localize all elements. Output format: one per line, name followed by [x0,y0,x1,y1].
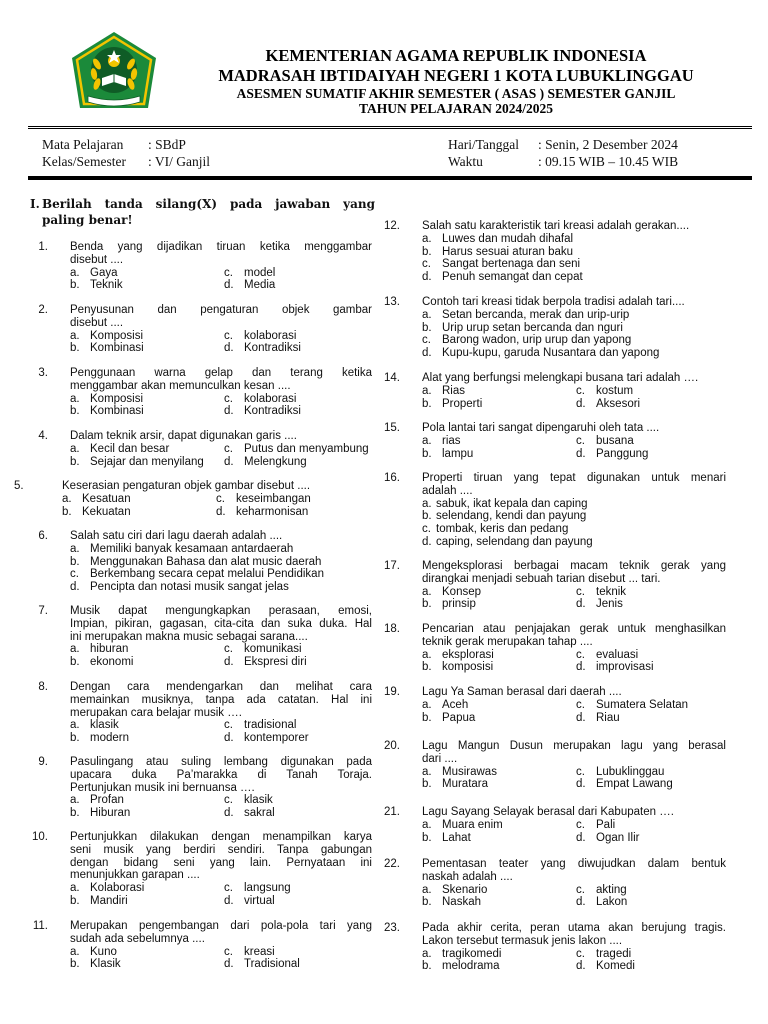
option-text: Berkembang secara cepat melalui Pendidikan [90,568,324,581]
option-text: Kekuatan [82,505,131,518]
subject-label: Mata Pelajaran [42,137,124,152]
option-text: tradisional [244,719,297,732]
option-text: Muratara [442,778,489,791]
option-letter: b. [422,778,432,791]
option-text: ekonomi [90,656,134,669]
option-text: Konsep [442,585,482,598]
option-letter: b. [422,711,432,724]
option-letter: c. [224,266,233,279]
option-letter: b. [422,960,432,973]
option-letter: a. [422,232,432,245]
option-text: kreasi [244,945,275,958]
option-text: komposisi [442,661,494,674]
question-number: 16. [384,472,400,484]
option-letter: b. [70,342,80,355]
option-text: kostum [596,384,634,397]
option-letter: d. [576,661,586,674]
option-letter: a. [422,497,432,510]
question-text-line: Lagu Sayang Selayak berasal dari Kabupaten …. [422,806,674,818]
option-letter: c. [216,492,225,505]
question-text-line: Pada akhir cerita, peran utama akan berujung tragis. [422,922,726,934]
option-text: model [244,266,276,279]
option-text: keharmonisan [236,505,309,518]
option-letter: a. [70,392,80,405]
option-text: Klasik [90,958,121,971]
option-text: Kesatuan [82,492,131,505]
question-text-line: Penggunaan warna gelap dan terang ketika [70,367,372,379]
option-text: tombak, keris dan pedang [436,523,569,536]
question-text-line: Pertunjukan musik ini bernuansa …. [70,781,255,794]
option-letter: d. [576,960,586,973]
option-letter: a. [70,442,80,455]
option-letter: a. [70,719,80,732]
option-text: Profan [90,794,124,807]
question-text-line: merupakan cara belajar musik …. [70,706,242,719]
option-letter: b. [70,958,80,971]
question-text-line: Salah satu karakteristik tari kreasi adalah gerakan.... [422,220,690,232]
option-letter: a. [422,308,432,321]
option-text: virtual [244,895,275,907]
option-text: kontemporer [244,732,309,745]
option-letter: d. [216,505,226,518]
question-text-line: ini merupakan makna music sebagai sarana.... [70,630,308,643]
question-number: 13. [384,296,400,308]
option-letter: d. [576,598,586,611]
option-letter: b. [422,447,432,460]
question-number: 5. [14,480,24,492]
meta-divider [28,176,752,180]
question-text-line: Pertunjukkan dilakukan dengan menampilkan karya [70,831,372,843]
question-number: 9. [38,756,48,768]
option-text: rias [442,434,461,447]
option-text: busana [596,434,634,447]
option-text: melodrama [442,960,500,973]
option-text: Komedi [596,960,635,973]
option-letter: a. [70,794,80,807]
option-text: Ekspresi diri [244,656,307,669]
option-letter: c. [70,568,79,581]
subject-value: : SBdP [148,137,186,152]
option-text: Komposisi [90,392,144,405]
question-text-line: Properti tiruan yang tepat digunakan untuk menari [422,472,726,484]
option-letter: b. [422,896,432,909]
option-text: kolaborasi [244,329,297,342]
option-text: Pali [596,818,616,831]
option-letter: d. [224,455,234,468]
option-letter: a. [422,818,432,831]
option-text: modern [90,732,129,745]
question-text-line: naskah adalah .... [422,870,513,883]
option-text: Komposisi [90,329,144,342]
question-number: 14. [384,372,400,384]
option-text: Lubuklinggau [596,765,665,778]
day-label: Hari/Tanggal [448,137,520,152]
option-text: Aceh [442,698,469,711]
option-letter: a. [422,698,432,711]
option-letter: b. [70,279,80,292]
option-letter: c. [224,719,233,732]
option-text: Rias [442,384,466,397]
question-text-line: Merupakan pengembangan dari pola-pola tari yang [70,920,372,932]
option-letter: d. [422,536,432,548]
option-letter: c. [576,384,585,397]
option-letter: d. [576,711,586,724]
option-text: hiburan [90,643,129,656]
option-letter: c. [576,818,585,831]
question-number: 8. [38,681,48,693]
option-letter: d. [224,732,234,745]
option-letter: d. [70,581,80,594]
option-letter: c. [224,643,233,656]
option-letter: b. [422,245,432,258]
question-number: 17. [384,560,400,572]
option-letter: c. [576,648,585,661]
ministry-title: KEMENTERIAN AGAMA REPUBLIK INDONESIA [265,46,647,65]
option-text: evaluasi [596,648,639,661]
option-text: Melengkung [244,455,307,468]
option-text: Musirawas [442,765,497,778]
option-letter: b. [70,405,80,418]
option-text: Kolaborasi [90,882,145,895]
option-text: Properti [442,397,483,410]
question-text-line: Lagu Mangun Dusun merupakan lagu yang berasal [422,740,726,752]
option-text: lampu [442,447,474,460]
option-letter: c. [422,258,431,271]
section-number: I. [30,197,40,211]
question-number: 23. [384,922,400,934]
option-text: Sangat bertenaga dan seni [442,258,581,271]
option-letter: a. [422,585,432,598]
question-text-line: dari .... [422,752,458,765]
option-text: Lakon [596,896,628,909]
question-text-line: Penyusunan dan pengaturan objek gambar [70,304,372,316]
option-text: teknik [596,585,627,598]
option-letter: c. [422,334,431,347]
option-letter: b. [70,555,80,568]
option-text: Hiburan [90,807,131,820]
option-text: Penuh semangat dan cepat [442,271,583,284]
option-letter: d. [224,895,234,907]
question-text-line: disebut .... [70,316,124,329]
question-number: 11. [32,920,48,932]
option-letter: b. [70,807,80,820]
option-text: Gaya [90,266,118,279]
question-text-line: Pementasan teater yang diwujudkan dalam bentuk [422,858,726,870]
header-divider [28,128,752,129]
question-text-line: sudah ada sebelumnya .... [70,932,205,945]
option-letter: a. [70,329,80,342]
option-text: Teknik [90,279,123,292]
option-text: akting [596,883,627,896]
option-text: Urip urup setan bercanda dan nguri [442,321,623,334]
option-letter: d. [224,656,234,669]
question-text-line: disebut .... [70,253,124,266]
question-text-line: Contoh tari kreasi tidak berpola tradisi adalah tari.... [422,296,685,308]
option-text: Skenario [442,883,488,896]
question-text-line: Lakon tersebut termasuk jenis lakon .... [422,934,623,947]
option-text: selendang, kendi dan payung [436,510,587,523]
question-number: 4. [38,430,48,442]
option-text: Kecil dan besar [90,442,170,455]
option-text: Menggunakan Bahasa dan alat music daerah [90,555,322,568]
option-letter: b. [422,831,432,844]
option-text: sabuk, ikat kepala dan caping [436,497,588,510]
option-letter: d. [224,342,234,355]
option-text: Kupu-kupu, garuda Nusantara dan yapong [442,347,660,360]
question-number: 7. [38,605,48,617]
question-text-line: Mengeksplorasi berbagai macam teknik gerak yang [422,560,726,572]
option-letter: c. [224,442,233,455]
option-text: komunikasi [244,643,302,656]
option-text: Setan bercanda, merak dan urip-urip [442,308,630,321]
option-letter: a. [422,648,432,661]
option-text: Naskah [442,896,481,909]
option-letter: c. [224,392,233,405]
option-letter: a. [422,947,432,960]
option-letter: c. [576,883,585,896]
option-letter: c. [224,329,233,342]
option-text: Sejajar dan menyilang [90,455,204,468]
option-letter: a. [70,266,80,279]
option-text: Kuno [90,945,117,958]
option-letter: a. [70,882,80,895]
option-letter: a. [70,643,80,656]
time-label: Waktu [448,154,483,169]
option-text: langsung [244,882,291,895]
question-number: 19. [384,686,400,698]
option-letter: c. [576,698,585,711]
option-letter: d. [224,807,234,820]
option-letter: b. [62,505,72,518]
exam-title: ASESMEN SUMATIF AKHIR SEMESTER ( ASAS ) SEMESTER GANJIL [236,86,676,101]
question-text-line: Pasulingang atau suling lembang digunakan pada [70,756,372,768]
option-letter: c. [576,947,585,960]
class-label: Kelas/Semester [42,154,126,169]
option-letter: d. [576,831,586,844]
question-number: 15. [384,422,400,434]
option-letter: a. [422,883,432,896]
option-letter: d. [422,347,432,360]
option-text: Barong wadon, urip urup dan yapong [442,334,632,347]
question-text-line: Benda yang dijadikan tiruan ketika menggambar [70,241,372,253]
option-text: klasik [244,794,273,807]
option-letter: c. [576,585,585,598]
question-text-line: dirangkai menjadi sebuah tarian disebut ... tari. [422,572,661,585]
option-letter: d. [576,778,586,791]
instruction-text: Berilah tanda silang(X) pada jawaban yang paling benar! [42,197,375,227]
option-letter: b. [422,661,432,674]
option-text: Ogan Ilir [596,831,640,844]
option-text: Sumatera Selatan [596,698,689,711]
question-number: 12. [384,220,400,232]
option-text: keseimbangan [236,492,311,505]
option-text: Memiliki banyak kesamaan antardaerah [90,542,294,555]
question-text-line: upacara duka Pa’marakka di Tanah Toraja. [70,768,372,781]
time-value: : 09.15 WIB – 10.45 WIB [538,154,679,169]
option-text: Pencipta dan notasi musik sangat jelas [90,581,289,594]
option-text: Putus dan menyambung [244,442,369,455]
question-text-line: seni musik yang berdiri sendiri. Tanpa gabungan [70,843,372,856]
option-letter: c. [576,434,585,447]
question-number: 22. [384,858,400,870]
option-text: Tradisional [244,958,300,971]
option-letter: b. [70,895,80,907]
question-text-line: Alat yang berfungsi melengkapi busana tari adalah …. [422,372,699,384]
option-letter: c. [224,945,233,958]
question-text-line: teknik gerak merupakan tahap .... [422,635,593,648]
option-letter: d. [576,896,586,909]
question-number: 21. [384,806,400,818]
question-text-line: dengan bidang seni yang lain. Pernyataan ini [70,856,372,869]
question-text-line: Dengan cara mendengarkan dan melihat cara [70,681,372,693]
option-letter: a. [62,492,72,505]
academic-year: TAHUN PELAJARAN 2024/2025 [358,101,553,116]
header-divider [28,126,752,127]
option-text: Panggung [596,447,649,460]
school-title: MADRASAH IBTIDAIYAH NEGERI 1 KOTA LUBUKLINGGAU [218,66,694,85]
option-text: tragikomedi [442,947,502,960]
option-letter: b. [422,397,432,410]
question-number: 2. [38,304,48,316]
option-text: Riau [596,711,620,724]
kemenag-logo [66,30,162,114]
option-text: Harus sesuai aturan baku [442,245,574,258]
option-letter: a. [70,945,80,958]
option-text: sakral [244,807,275,820]
option-letter: d. [224,279,234,292]
option-text: eksplorasi [442,648,494,661]
question-text-line: menunjukkan garapan .... [70,869,200,882]
option-letter: d. [224,405,234,418]
question-number: 18. [384,623,400,635]
option-letter: d. [576,447,586,460]
question-text-line: adalah .... [422,484,473,497]
option-text: Media [244,279,276,292]
question-number: 3. [38,367,48,379]
question-text-line: Dalam teknik arsir, dapat digunakan garis .... [70,430,297,442]
option-text: Kombinasi [90,405,144,418]
question-number: 20. [384,740,400,752]
question-text-line: Pola lantai tari sangat dipengaruhi oleh tata .... [422,422,660,434]
option-text: kolaborasi [244,392,297,405]
question-number: 1. [38,241,48,253]
option-text: Empat Lawang [596,778,673,791]
option-letter: d. [576,397,586,410]
option-letter: b. [422,321,432,334]
option-letter: c. [224,882,233,895]
option-letter: a. [422,765,432,778]
option-letter: b. [70,656,80,669]
option-letter: c. [422,523,431,536]
option-text: Luwes dan mudah dihafal [442,232,574,245]
option-text: Lahat [442,831,471,844]
question-number: 10. [32,831,48,843]
option-letter: d. [422,271,432,284]
option-text: Kontradiksi [244,342,301,355]
option-text: tragedi [596,947,632,960]
option-letter: b. [422,510,432,523]
option-letter: a. [422,384,432,397]
option-text: improvisasi [596,661,654,674]
option-letter: b. [70,455,80,468]
option-text: klasik [90,719,119,732]
question-text-line: Impian, pikiran, gagasan, cita-cita dan suka duka. Hal [70,617,372,630]
question-text-line: Keserasian pengaturan objek gambar disebut .... [62,480,311,492]
option-text: Muara enim [442,818,503,831]
question-text-line: Musik dapat mengungkapkan perasaan, emosi, [70,605,372,617]
option-letter: c. [224,794,233,807]
option-letter: a. [422,434,432,447]
question-text-line: Pencarian atau penjajakan gerak untuk menghasilkan [422,623,726,635]
class-value: : VI/ Ganjil [148,154,210,169]
question-text-line: menggambar akan memunculkan kesan .... [70,379,291,392]
day-value: : Senin, 2 Desember 2024 [538,137,678,152]
option-text: Jenis [596,598,623,611]
option-text: Kombinasi [90,342,144,355]
option-letter: c. [576,765,585,778]
question-text-line: memainkan musiknya, tanpa ada catatan. Hal ini [70,693,372,706]
option-text: prinsip [442,598,476,611]
option-letter: d. [224,958,234,971]
option-text: Kontradiksi [244,405,301,418]
option-letter: b. [70,732,80,745]
option-text: Aksesori [596,397,641,410]
question-text-line: Salah satu ciri dari lagu daerah adalah .... [70,530,283,542]
question-number: 6. [38,530,48,542]
option-letter: b. [422,598,432,611]
question-text-line: Lagu Ya Saman berasal dari daerah .... [422,686,622,698]
option-letter: a. [70,542,80,555]
option-text: Mandiri [90,895,128,907]
option-text: Papua [442,711,476,724]
option-text: caping, selendang dan payung [436,536,593,548]
